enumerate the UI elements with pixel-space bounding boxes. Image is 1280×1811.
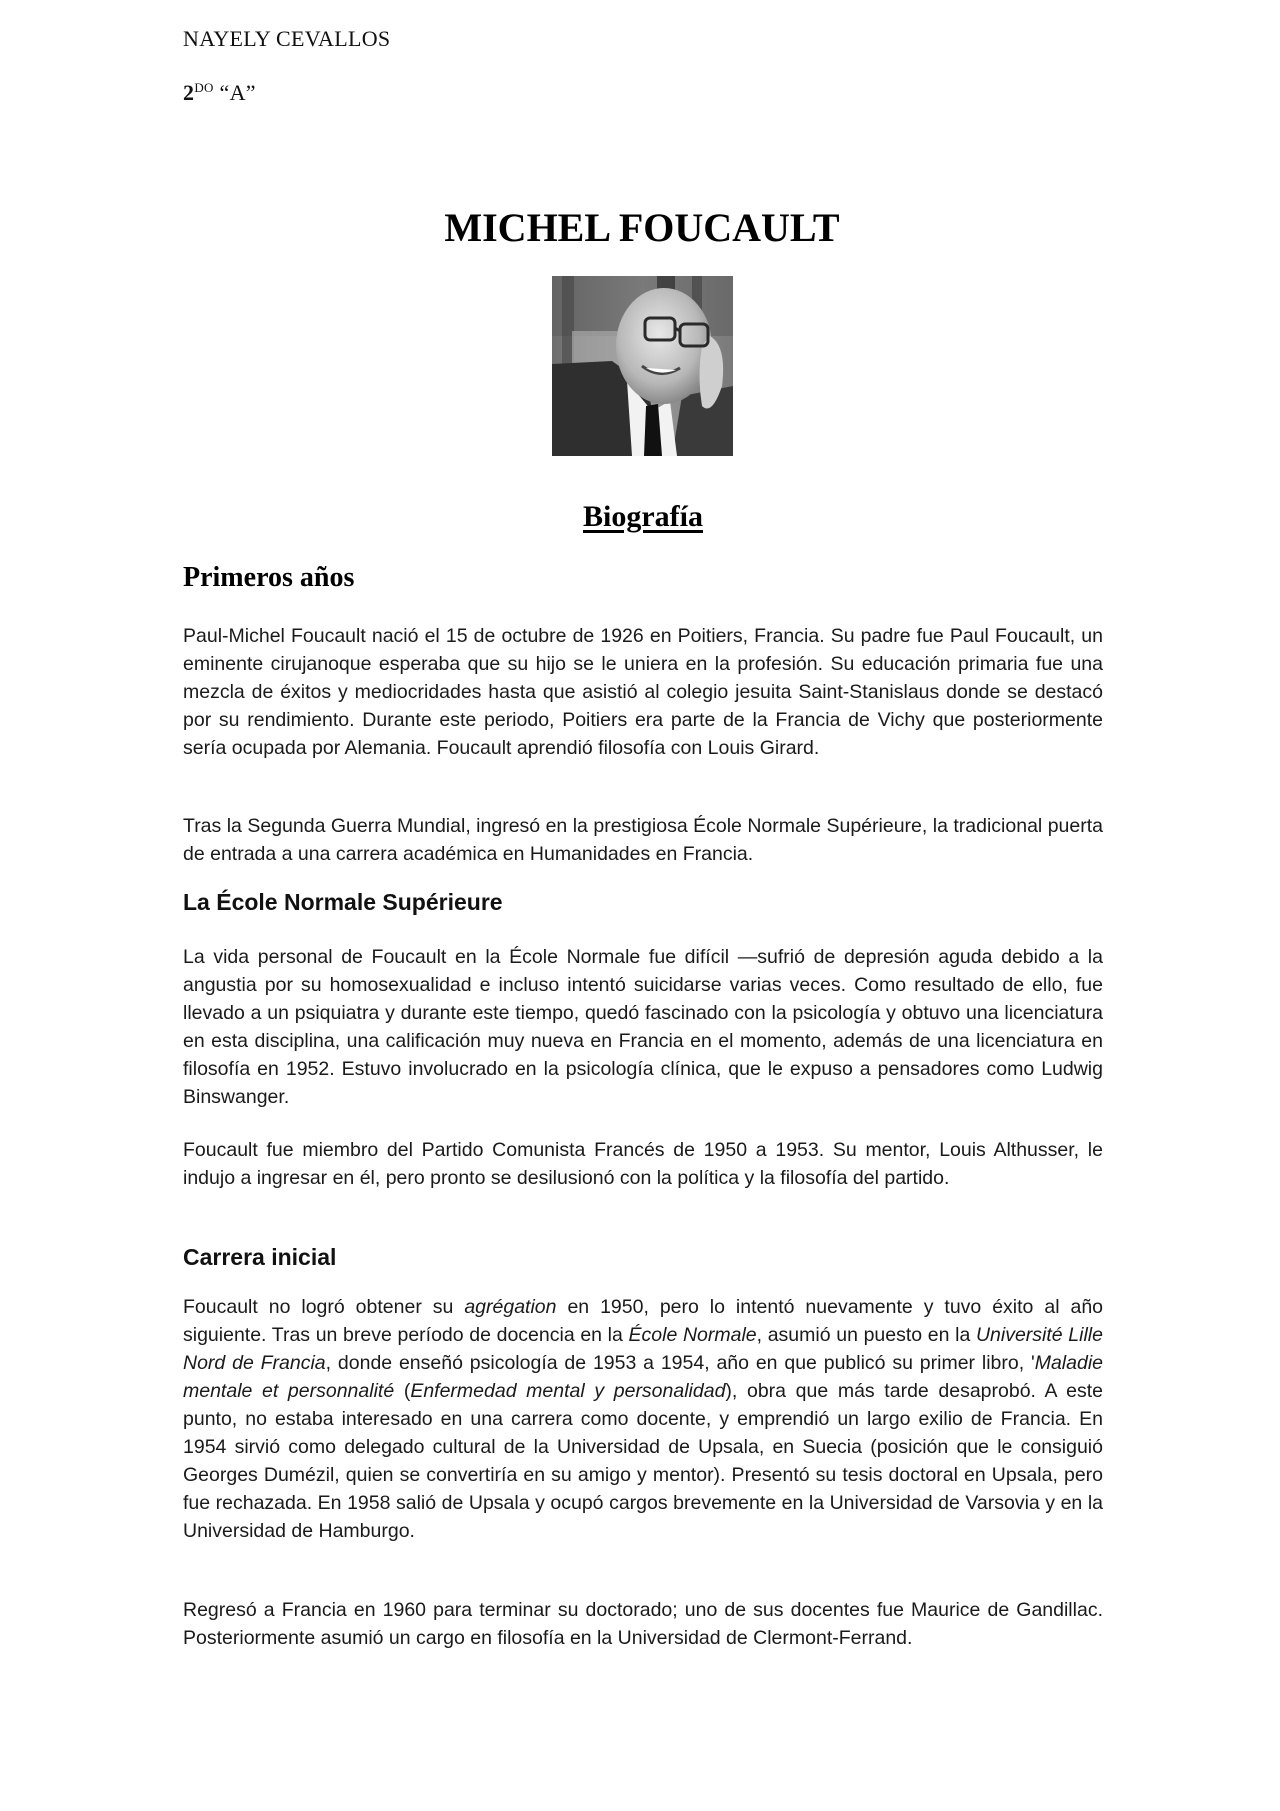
paragraph-ecole-normale-1: La vida personal de Foucault en la École Normale fue difícil —sufrió de depresión aguda debido a la angustia por su homosexualidad e incluso intentó suicidarse varias veces. Como resultado de ello, fue llevado a un psiquiatra y durante este tiempo, quedó fascinado con la psicología y obtuvo una licenciatura en esta disciplina, una calificación muy nueva en Francia en el momento, además de una licenciatura en filosofía en 1952. Estuvo involucrado en la psicología clínica, que le expuso a pensadores como Ludwig Binswanger. xyxy=(183,946,1103,1108)
italic-book-title-translation: Enfermedad mental y personalidad xyxy=(410,1380,726,1402)
paragraph-early-years-2: Tras la Segunda Guerra Mundial, ingresó en la prestigiosa École Normale Supérieure, la tradicional puerta de entrada a una carrera académica en Humanidades en Francia. xyxy=(183,815,1103,865)
grade-section: “A” xyxy=(219,80,256,105)
portrait-photo xyxy=(552,276,733,456)
italic-term: École Normale xyxy=(628,1324,757,1346)
section-heading-ecole-normale: La École Normale Supérieure xyxy=(183,889,503,915)
biography-heading: Biografía xyxy=(583,500,703,533)
italic-term: agrégation xyxy=(464,1296,557,1318)
portrait-image-icon xyxy=(552,276,733,456)
paragraph-early-years-1: Paul-Michel Foucault nació el 15 de octubre de 1926 en Poitiers, Francia. Su padre fue Paul Foucault, un eminente cirujanoque esperaba que su hijo se le uniera en la profesión. Su educación primaria fue una mezcla de éxitos y mediocridades hasta que asistió al colegio jesuita Saint-Stanislaus donde se destacó por su rendimiento. Durante este periodo, Poitiers era parte de la Francia de Vichy que posteriormente sería ocupada por Alemania. Foucault aprendió filosofía con Louis Girard. xyxy=(183,625,1103,759)
section-heading-early-career: Carrera inicial xyxy=(183,1244,337,1270)
italic-book-title: Maladie mentale et personnalité xyxy=(183,1352,1103,1402)
paragraph-early-career-1: Foucault no logró obtener su agrégation en 1950, pero lo intentó nuevamente y tuvo éxito al año siguiente. Tras un breve período de docencia en la École Normale, asumió un puesto en la Université Lille Nord de Francia, donde enseñó psicología de 1953 a 1954, año en que publicó su primer libro, 'Maladie mentale et personnalité (Enfermedad mental y personalidad), obra que más tarde desaprobó. A este punto, no estaba interesado en una carrera como docente, y emprendió un largo exilio de Francia. En 1954 sirvió como delegado cultural de la Universidad de Upsala, en Suecia (posición que le consiguió Georges Dumézil, quien se convertiría en su amigo y mentor). Presentó su tesis doctoral en Upsala, pero fue rechazada. En 1958 salió de Upsala y ocupó cargos brevemente en la Universidad de Varsovia y en la Universidad de Hamburgo. xyxy=(183,1296,1104,1542)
italic-term: Université Lille Nord de Francia xyxy=(183,1324,1103,1374)
grade-number: 2 xyxy=(183,80,195,105)
paragraph-ecole-normale-2: Foucault fue miembro del Partido Comunista Francés de 1950 a 1953. Su mentor, Louis Althusser, le indujo a ingresar en él, pero pronto se desilusionó con la política y la filosofía del partido. xyxy=(183,1139,1103,1189)
author-name: NAYELY CEVALLOS xyxy=(183,26,391,51)
page-title: MICHEL FOUCAULT xyxy=(444,205,840,250)
grade-suffix: DO xyxy=(194,80,214,95)
grade-label xyxy=(183,80,256,106)
paragraph-early-career-2: Regresó a Francia en 1960 para terminar su doctorado; uno de sus docentes fue Maurice de Gandillac. Posteriormente asumió un cargo en filosofía en la Universidad de Clermont-Ferrand. xyxy=(183,1599,1103,1649)
section-heading-early-years: Primeros años xyxy=(183,562,355,593)
